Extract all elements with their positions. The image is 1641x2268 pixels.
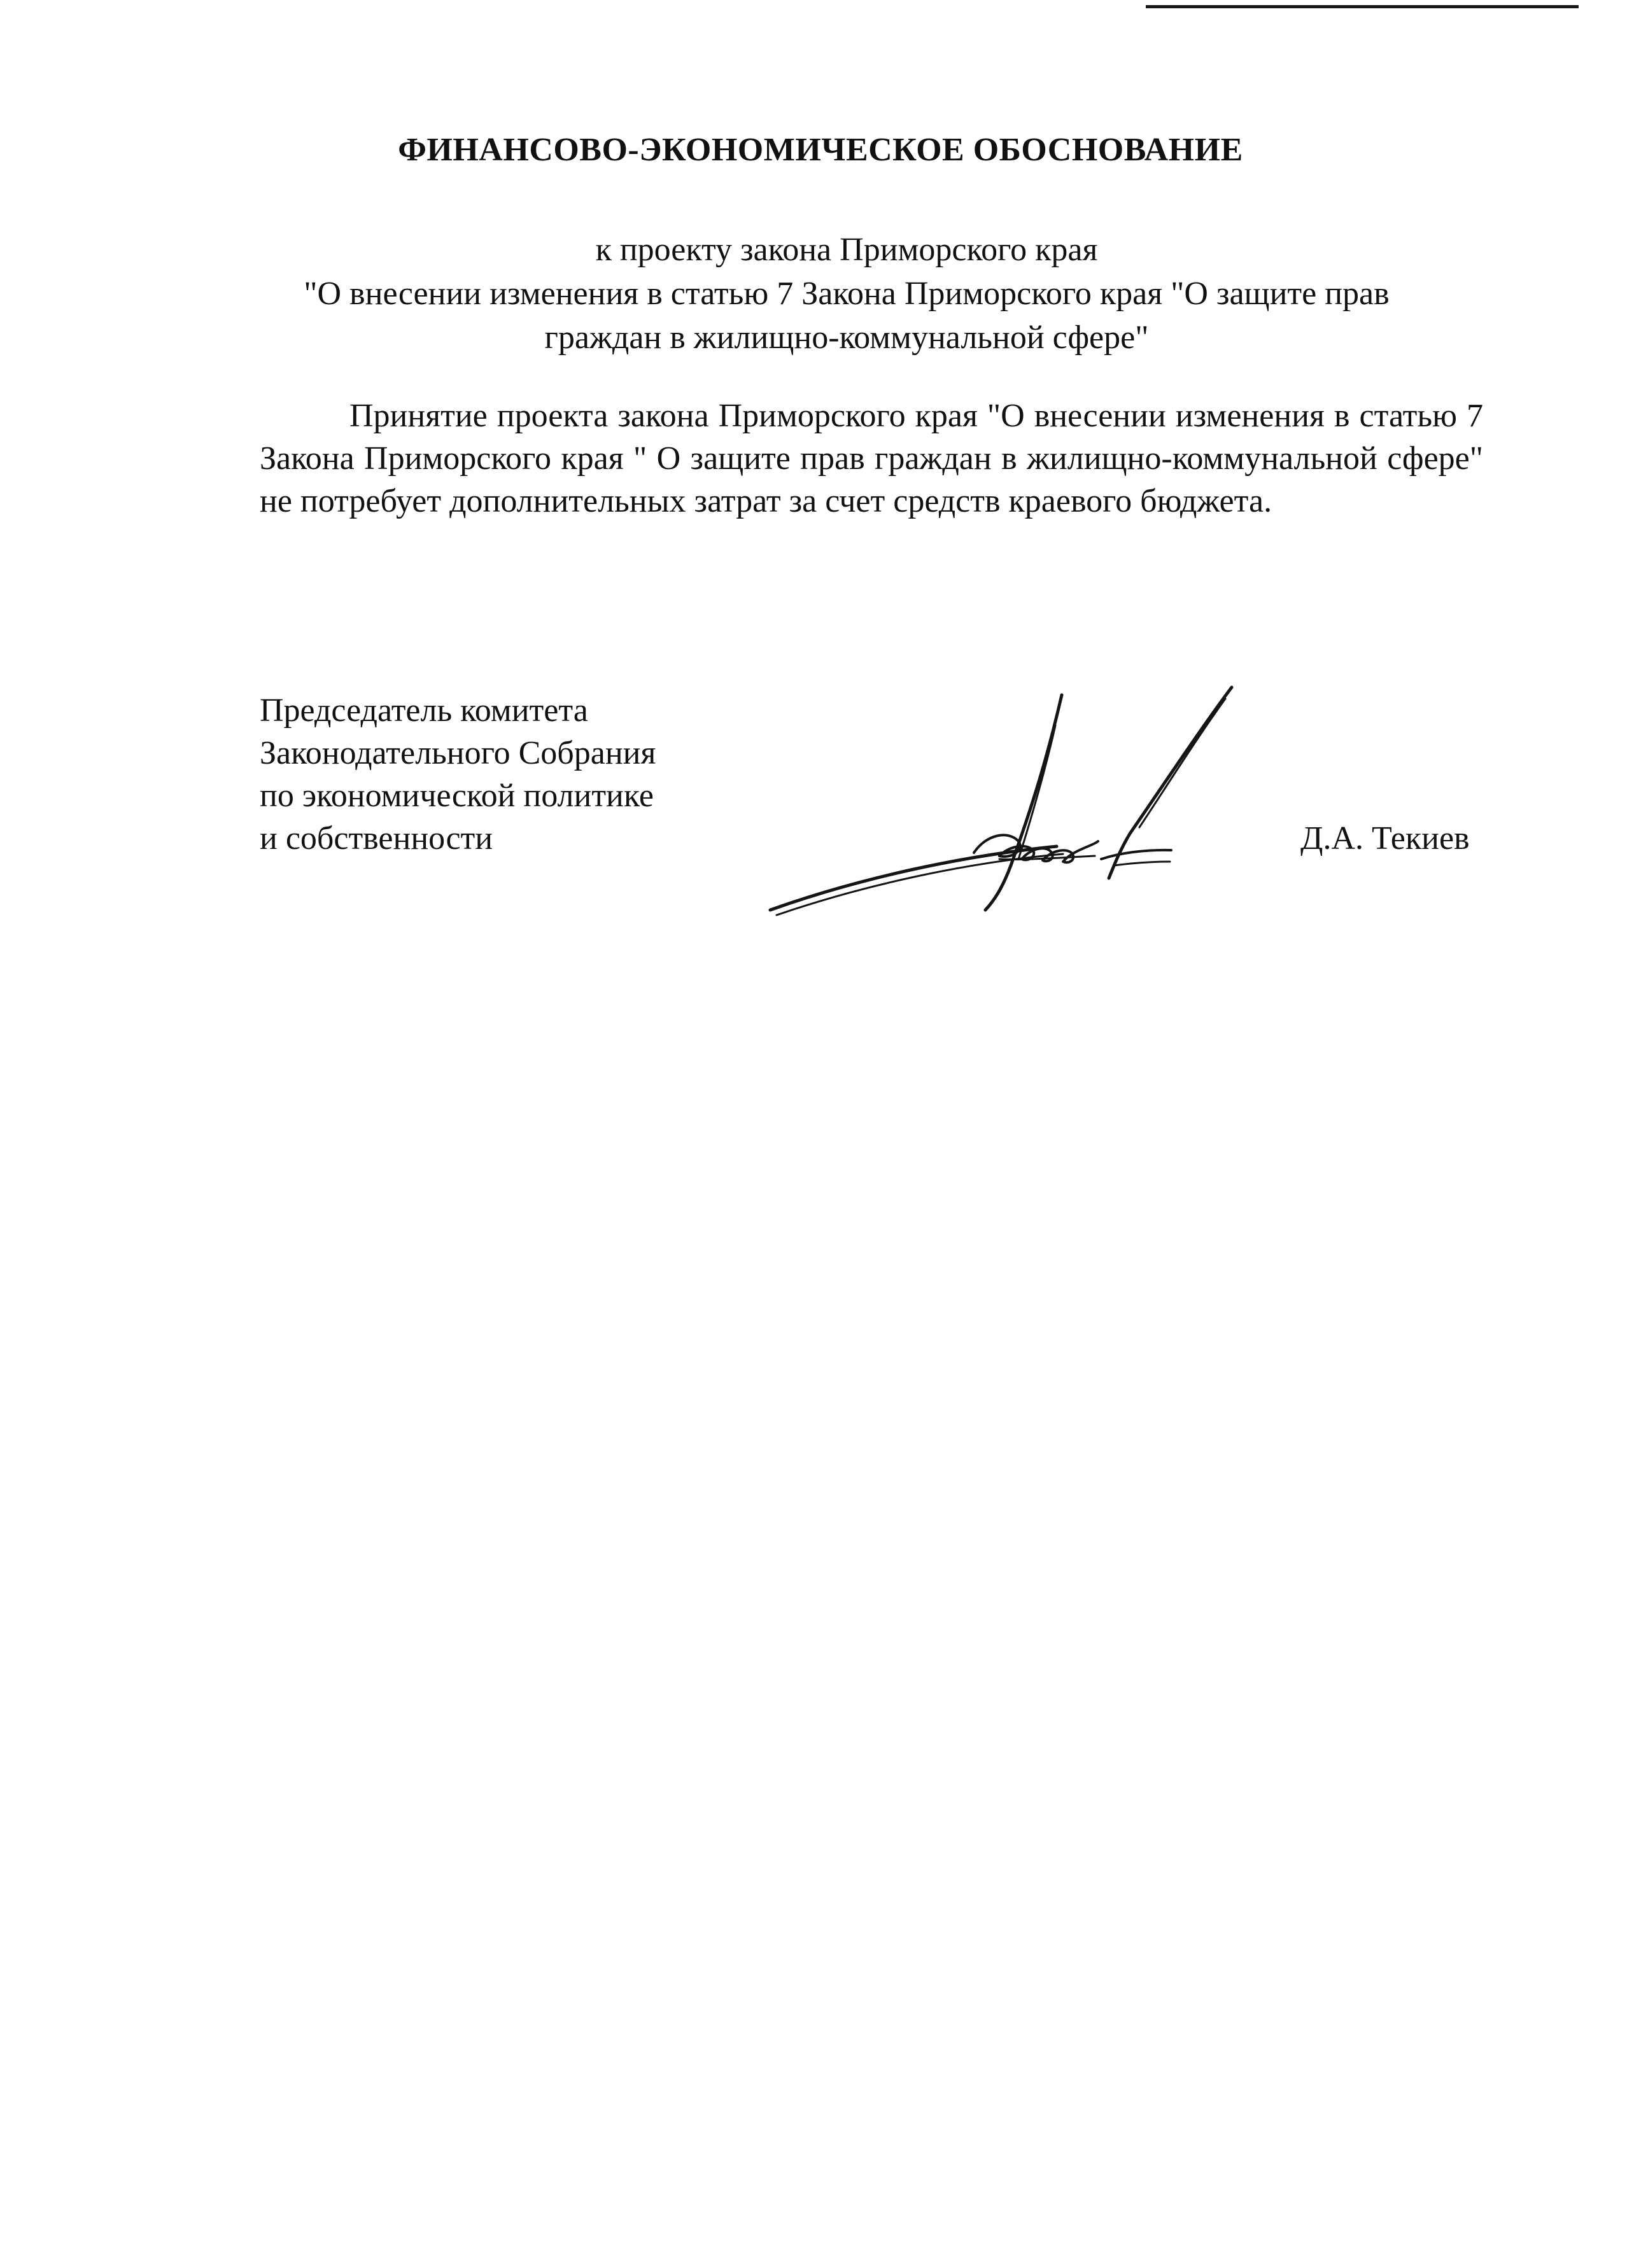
signer-name: Д.А. Текиев [1300,820,1470,857]
subtitle-line: к проекту закона Приморского края [595,232,1098,268]
subtitle-line: "О внесении изменения в статью 7 Закона Приморского края "О защите прав [304,276,1390,312]
scan-edge-line [1146,5,1579,8]
signer-position [260,689,656,860]
signer-position-line: Председатель комитета [260,692,588,729]
signer-position-line: по экономической политике [260,778,654,814]
signature-icon [757,675,1254,929]
signer-position-line: и собственности [260,820,493,857]
signer-position-line: Законодательного Собрания [260,735,656,771]
subtitle-line: граждан в жилищно-коммунальной сфере" [544,319,1149,356]
document-subtitle [210,228,1483,360]
document-title: ФИНАНСОВО-ЭКОНОМИЧЕСКОЕ ОБОСНОВАНИЕ [398,132,1243,168]
body-paragraph: Принятие проекта закона Приморского края "О внесении изменения в статью 7 Закона Приморского края " О защите прав граждан в жилищно-коммунальной сфере" не потребует дополнительных затрат за счет средств краевого бюджета. [260,398,1483,519]
